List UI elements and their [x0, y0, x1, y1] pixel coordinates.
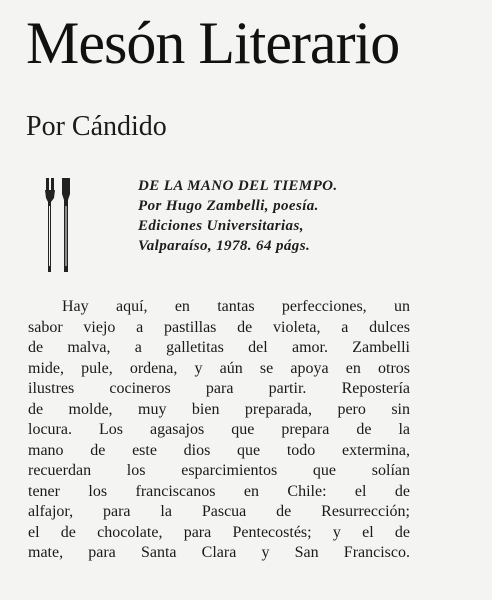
body-line: mide, pule, ordena, y aún se apoya en otros: [28, 359, 410, 377]
body-line: ilustres cocineros para partir. Repostería: [28, 380, 410, 397]
column-title: Mesón Literario: [26, 10, 400, 76]
body-line: recuerdan los esparcimientos que solían: [28, 462, 410, 479]
body-line: locura. Los agasajos que prepara de la: [28, 421, 410, 438]
body-line: mate, para Santa Clara y San Francisco.: [28, 544, 410, 561]
review-body: [28, 297, 410, 564]
body-line: alfajor, para la Pascua de Resurrección;: [28, 503, 410, 520]
body-line: de molde, muy bien preparada, pero sin: [28, 400, 410, 418]
body-line: el de chocolate, para Pentecostés; y el de: [28, 523, 410, 541]
book-author: Por Hugo Zambelli, poesía.: [138, 198, 319, 214]
book-place-year-pages: Valparaíso, 1978. 64 págs.: [138, 238, 311, 254]
body-line: sabor viejo a pastillas de violeta, a dulces: [28, 318, 410, 336]
fork-and-knife-icon: [42, 176, 76, 276]
body-line: mano de este dios que todo extermina,: [28, 441, 410, 459]
body-line: tener los franciscanos en Chile: el de: [28, 482, 410, 500]
book-title: DE LA MANO DEL TIEMPO.: [138, 178, 338, 194]
body-line: de malva, a galletitas del amor. Zambelli: [28, 339, 410, 356]
book-citation: [138, 176, 430, 256]
body-line: Hay aquí, en tantas perfecciones, un: [62, 298, 410, 315]
book-publisher: Ediciones Universitarias,: [138, 218, 304, 234]
byline: Por Cándido: [26, 111, 167, 142]
